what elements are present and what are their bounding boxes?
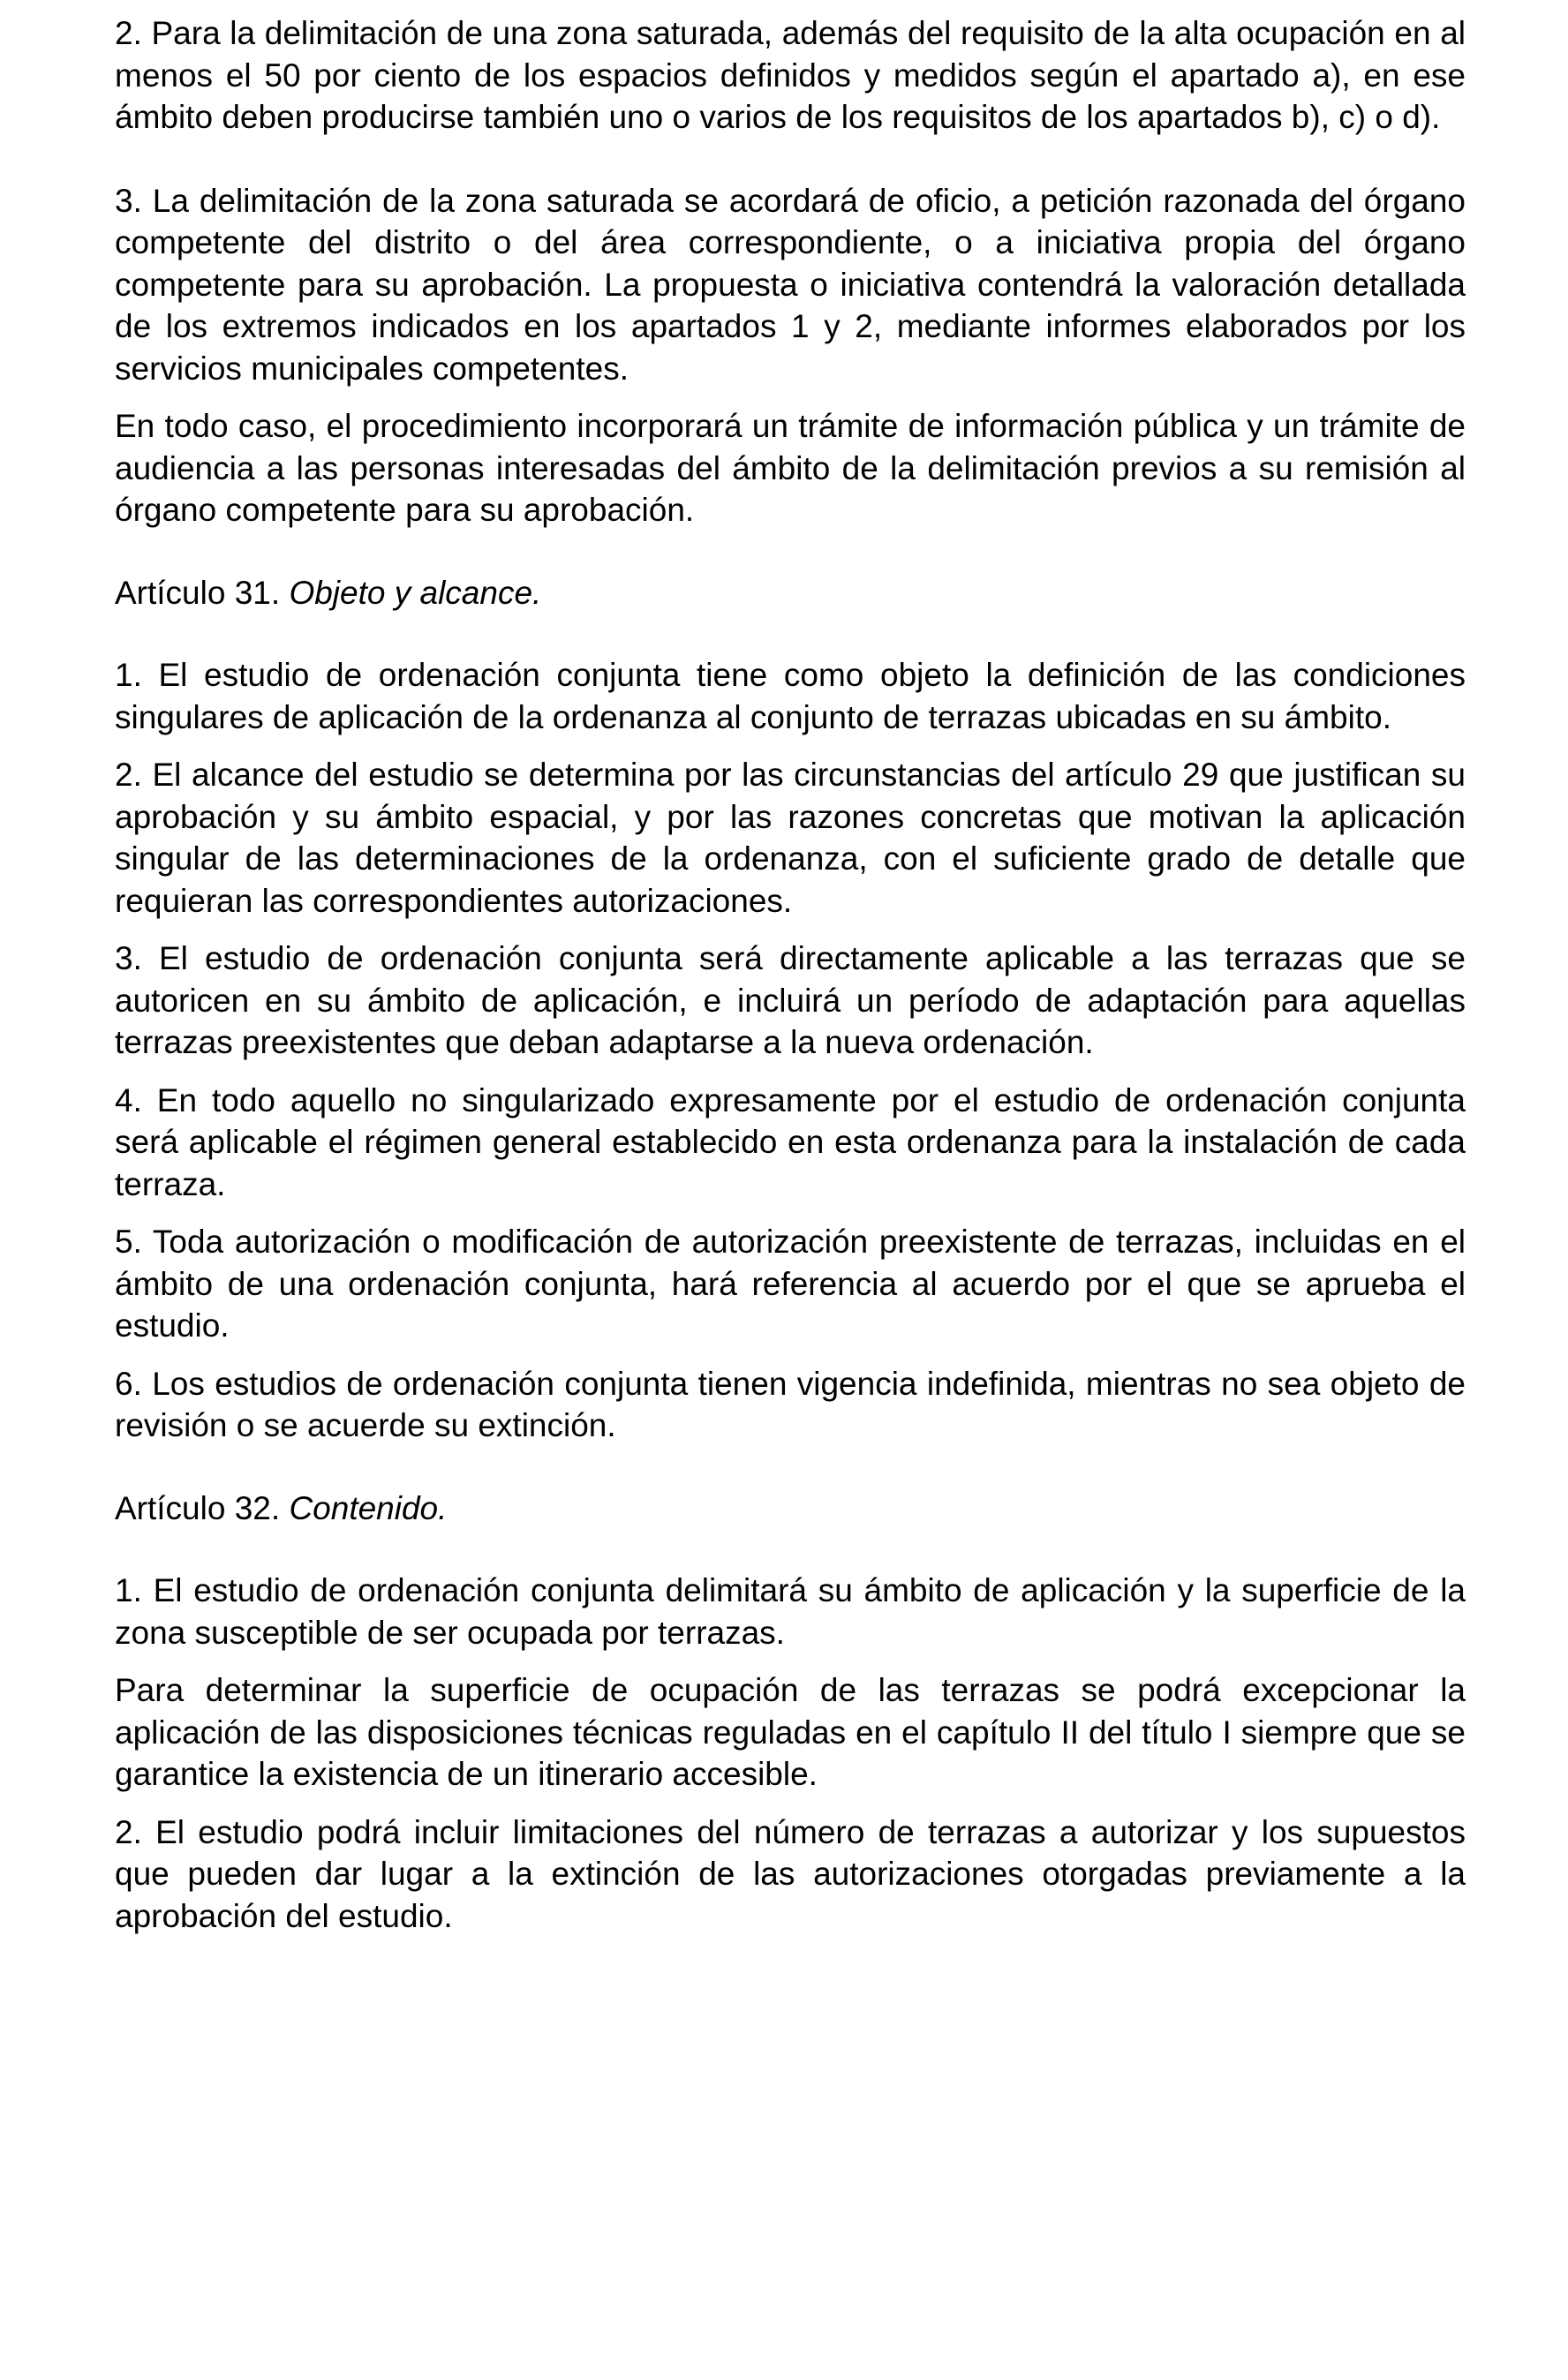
paragraph-art30-2: 2. Para la delimitación de una zona saturada, además del requisito de la alta ocupación en al menos el 50 por ciento de los espacios definidos y medidos según el apartado a), en ese ámbito deben producirse también uno o varios de los requisitos de los apartados b), c) o d). bbox=[115, 15, 1466, 135]
paragraph-art31-3: 3. El estudio de ordenación conjunta será directamente aplicable a las terrazas que se autoricen en su ámbito de aplicación, e incluirá un período de adaptación para aquellas terrazas preexistentes que deban adaptarse a la nueva ordenación. bbox=[115, 940, 1466, 1060]
paragraph-art30-3-cont: En todo caso, el procedimiento incorporará un trámite de información pública y un trámite de audiencia a las personas interesadas del ámbito de la delimitación previos a su remisión al órgano competente para su aprobación. bbox=[115, 408, 1466, 528]
paragraph-gap bbox=[115, 1447, 1466, 1488]
article-31-title: Objeto y alcance. bbox=[289, 574, 542, 611]
paragraph-art31-1: 1. El estudio de ordenación conjunta tiene como objeto la definición de las condiciones singulares de aplicación de la ordenanza al conjunto de terrazas ubicadas en su ámbito. bbox=[115, 657, 1466, 735]
paragraph-gap bbox=[115, 531, 1466, 572]
paragraph-art32-1: 1. El estudio de ordenación conjunta delimitará su ámbito de aplicación y la superficie de la zona susceptible de ser ocupada por terrazas. bbox=[115, 1572, 1466, 1651]
paragraph-gap bbox=[115, 1796, 1466, 1811]
article-31-heading bbox=[115, 572, 1466, 614]
paragraph-gap bbox=[115, 1529, 1466, 1570]
paragraph-art32-1-cont: Para determinar la superficie de ocupación de las terrazas se podrá excepcionar la aplicación de las disposiciones técnicas reguladas en el capítulo II del título I siempre que se garantice la existencia de un itinerario accesible. bbox=[115, 1672, 1466, 1792]
paragraph-gap bbox=[115, 1653, 1466, 1669]
document-page bbox=[115, 12, 1466, 1937]
article-32-title: Contenido. bbox=[289, 1489, 448, 1526]
article-32-number: Artículo 32. bbox=[115, 1489, 290, 1526]
paragraph-gap bbox=[115, 1205, 1466, 1221]
paragraph-gap bbox=[115, 139, 1466, 180]
paragraph-gap bbox=[115, 922, 1466, 938]
paragraph-art31-6: 6. Los estudios de ordenación conjunta tienen vigencia indefinida, mientras no sea objeto de revisión o se acuerde su extinción. bbox=[115, 1365, 1466, 1443]
paragraph-gap bbox=[115, 1347, 1466, 1363]
paragraph-gap bbox=[115, 1064, 1466, 1080]
paragraph-art32-2: 2. El estudio podrá incluir limitaciones del número de terrazas a autorizar y los supuestos que pueden dar lugar a la extinción de las autorizaciones otorgadas previamente a la aprobación del estudio. bbox=[115, 1813, 1466, 1934]
paragraph-gap bbox=[115, 738, 1466, 754]
article-31-number: Artículo 31. bbox=[115, 574, 290, 611]
paragraph-gap bbox=[115, 614, 1466, 654]
paragraph-art31-4: 4. En todo aquello no singularizado expresamente por el estudio de ordenación conjunta será aplicable el régimen general establecido en esta ordenanza para la instalación de cada terraza. bbox=[115, 1081, 1466, 1202]
paragraph-art31-5: 5. Toda autorización o modificación de autorización preexistente de terrazas, incluidas en el ámbito de una ordenación conjunta, hará referencia al acuerdo por el que se aprueba el estudio. bbox=[115, 1224, 1466, 1344]
paragraph-art31-2: 2. El alcance del estudio se determina por las circunstancias del artículo 29 que justifican su aprobación y su ámbito espacial, y por las razones concretas que motivan la aplicación singular de las determinaciones de la ordenanza, con el suficiente grado de detalle que requieran las correspondientes autorizaciones. bbox=[115, 757, 1466, 919]
paragraph-gap bbox=[115, 389, 1466, 405]
article-32-heading bbox=[115, 1488, 1466, 1530]
paragraph-art30-3: 3. La delimitación de la zona saturada se acordará de oficio, a petición razonada del órgano competente del distrito o del área correspondiente, o a iniciativa propia del órgano competente para su aprobación. La propuesta o iniciativa contendrá la valoración detallada de los extremos indicados en los apartados 1 y 2, mediante informes elaborados por los servicios municipales competentes. bbox=[115, 182, 1466, 387]
